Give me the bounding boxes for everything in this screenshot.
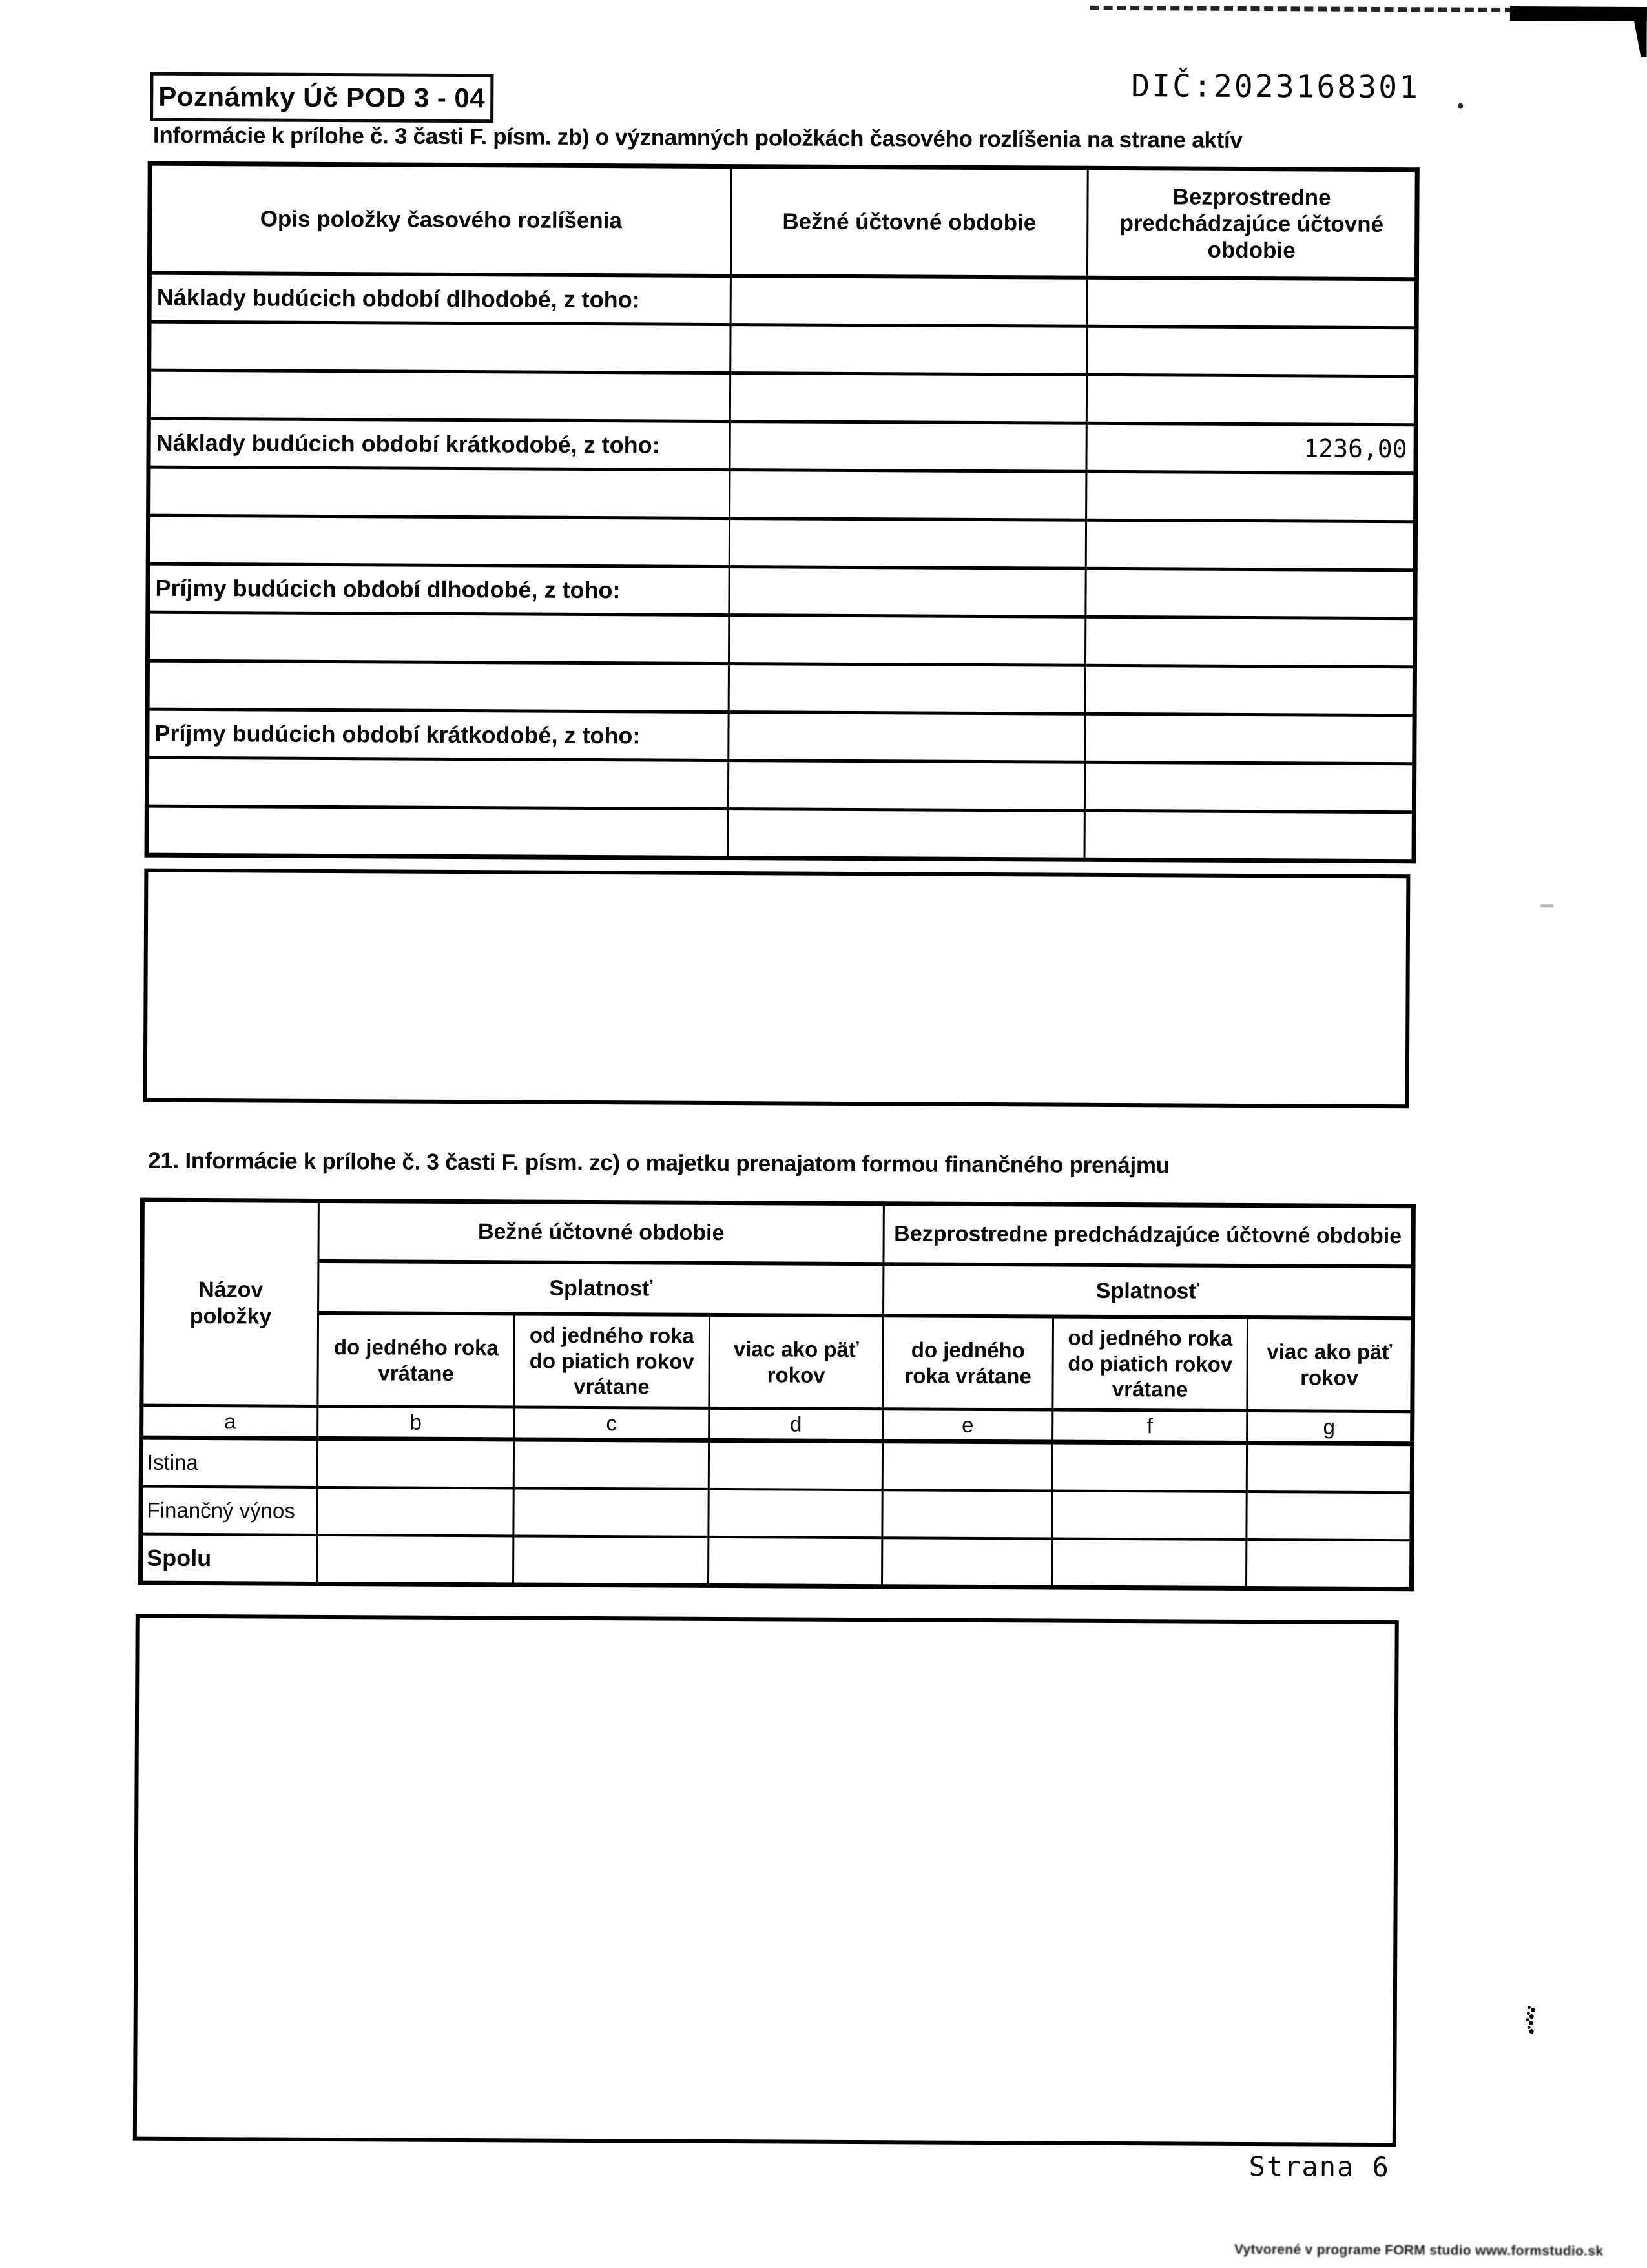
page-number: Strana 6 (1248, 2150, 1391, 2183)
table-row (147, 806, 1414, 861)
value-cell (882, 1538, 1052, 1587)
table-row (147, 758, 1414, 812)
col-header-item-name: Názov položky (141, 1200, 319, 1406)
value-cell (513, 1488, 709, 1536)
value-cell (317, 1487, 513, 1536)
row-label-cell (147, 661, 729, 712)
table-row (148, 515, 1415, 570)
value-cell (709, 1537, 882, 1587)
table-row (147, 661, 1414, 716)
table-row (149, 322, 1416, 376)
value-cell (709, 1440, 882, 1490)
table-row (147, 709, 1414, 764)
section-zc-title: 21. Informácie k prílohe č. 3 časti F. písm. zc) o majetku prenajatom formou finančného prenájmu (148, 1148, 1170, 1179)
col-header-current-period: Bežné účtovné obdobie (730, 167, 1088, 278)
table-row (147, 612, 1414, 667)
value-cell (1086, 375, 1416, 424)
scan-smudge (1528, 2006, 1531, 2009)
prepaid-expenses-table (145, 161, 1420, 864)
subgroup-header-maturity: Splatnosť (318, 1261, 884, 1315)
table-row-total (141, 1534, 1412, 1589)
table-row (149, 467, 1416, 522)
table-row (149, 370, 1416, 425)
value-cell (730, 276, 1087, 326)
scan-speck (1540, 904, 1553, 907)
value-cell (1086, 520, 1415, 570)
value-cell (1052, 1539, 1247, 1589)
column-letter: d (709, 1408, 883, 1441)
table-row-finance-income (141, 1487, 1412, 1541)
value-cell (882, 1490, 1052, 1538)
table-header-row (149, 163, 1417, 279)
scan-speck (1458, 103, 1463, 109)
row-label-cell: Náklady budúcich období dlhodobé, z toho: (149, 273, 730, 325)
value-cell (728, 809, 1084, 860)
value-cell (513, 1536, 709, 1585)
value-cell (1052, 1491, 1247, 1540)
value-cell (1085, 665, 1414, 715)
value-cell (730, 422, 1086, 472)
value-cell (728, 761, 1084, 811)
value-cell (1087, 326, 1416, 376)
row-label-cell: Náklady budúcich období krátkodobé, z toho: (149, 418, 730, 469)
table-row-principal (141, 1438, 1412, 1492)
col-header-range: viac ako päť rokov (1247, 1317, 1413, 1412)
row-label-cell: Istina (141, 1438, 317, 1487)
table-header-row (141, 1312, 1413, 1412)
column-letter: b (318, 1406, 514, 1439)
value-cell (317, 1438, 513, 1488)
finance-lease-table (138, 1198, 1416, 1592)
table-row (149, 273, 1416, 328)
table-row (148, 564, 1415, 619)
generator-footer: Vytvorené v programe FORM studio www.formstudio.sk (1234, 2242, 1604, 2259)
col-header-range: do jedného roka vrátane (883, 1315, 1053, 1410)
value-cell (730, 373, 1086, 424)
row-label-cell: Príjmy budúcich období dlhodobé, z toho: (148, 564, 729, 615)
col-header-previous-period: Bezprostredne predchádzajúce účtovné obdobie (1087, 168, 1417, 279)
value-cell (1085, 617, 1414, 666)
value-cell (317, 1535, 513, 1585)
scan-corner-artifact (1510, 6, 1647, 21)
col-header-range: viac ako päť rokov (709, 1315, 884, 1409)
value-cell: 1236,00 (1086, 423, 1416, 473)
value-cell (1247, 1443, 1412, 1492)
row-label-cell (147, 806, 728, 858)
value-cell (729, 712, 1085, 763)
value-cell (729, 664, 1085, 714)
value-cell (1086, 568, 1415, 618)
row-label-cell: Finančný výnos (141, 1487, 317, 1535)
value-cell (882, 1441, 1052, 1491)
row-label-cell (148, 515, 729, 566)
col-header-range: od jedného roka do piatich rokov vrátane (514, 1314, 710, 1408)
col-header-range: do jedného roka vrátane (318, 1313, 515, 1407)
col-header-range: od jedného roka do piatich rokov vrátane (1053, 1317, 1248, 1411)
value-cell (1247, 1492, 1412, 1540)
column-letter: c (514, 1407, 709, 1440)
scan-corner-artifact-tail (1618, 20, 1647, 57)
value-cell (729, 519, 1086, 569)
form-code-text: Poznámky Úč POD 3 - 04 (158, 81, 486, 114)
value-cell (1085, 714, 1414, 763)
row-label-cell (149, 322, 730, 373)
column-letter: e (883, 1409, 1053, 1442)
col-header-description: Opis položky časového rozlíšenia (149, 163, 731, 276)
table-row (149, 418, 1416, 473)
row-label-cell: Spolu (141, 1534, 317, 1584)
section-zb-title: Informácie k prílohe č. 3 časti F. písm. zb) o významných položkách časového rozlíšenia na strane aktív (152, 122, 1243, 153)
value-cell (1087, 278, 1416, 328)
value-cell (513, 1439, 709, 1489)
column-letter: g (1247, 1410, 1413, 1443)
value-cell (709, 1489, 882, 1538)
comment-box-2 (133, 1614, 1399, 2147)
table-header-row (142, 1200, 1413, 1266)
value-cell (730, 470, 1086, 521)
row-label-cell: Príjmy budúcich období krátkodobé, z toho: (147, 709, 729, 760)
row-label-cell (149, 370, 730, 421)
value-cell (1247, 1540, 1412, 1589)
row-label-cell (149, 467, 730, 518)
column-letter: a (141, 1405, 318, 1438)
column-letter: f (1053, 1410, 1247, 1443)
value-cell (1084, 762, 1414, 812)
table-header-row (142, 1261, 1413, 1319)
group-header-previous-period: Bezprostredne predchádzajúce účtovné obdobie (884, 1204, 1413, 1267)
form-code-badge (150, 72, 493, 123)
value-cell (729, 567, 1086, 617)
value-cell (1086, 471, 1416, 521)
row-label-cell (147, 758, 728, 809)
value-cell (1052, 1442, 1247, 1492)
dic-number: DIČ:2023168301 (1131, 68, 1420, 106)
value-cell (729, 615, 1085, 666)
value-cell (1084, 810, 1414, 861)
row-label-cell (147, 612, 729, 663)
comment-box-1 (143, 869, 1411, 1109)
group-header-current-period: Bežné účtovné obdobie (318, 1201, 884, 1264)
subgroup-header-maturity: Splatnosť (884, 1264, 1413, 1318)
value-cell (730, 325, 1087, 375)
scan-edge-dashes (1090, 6, 1514, 12)
